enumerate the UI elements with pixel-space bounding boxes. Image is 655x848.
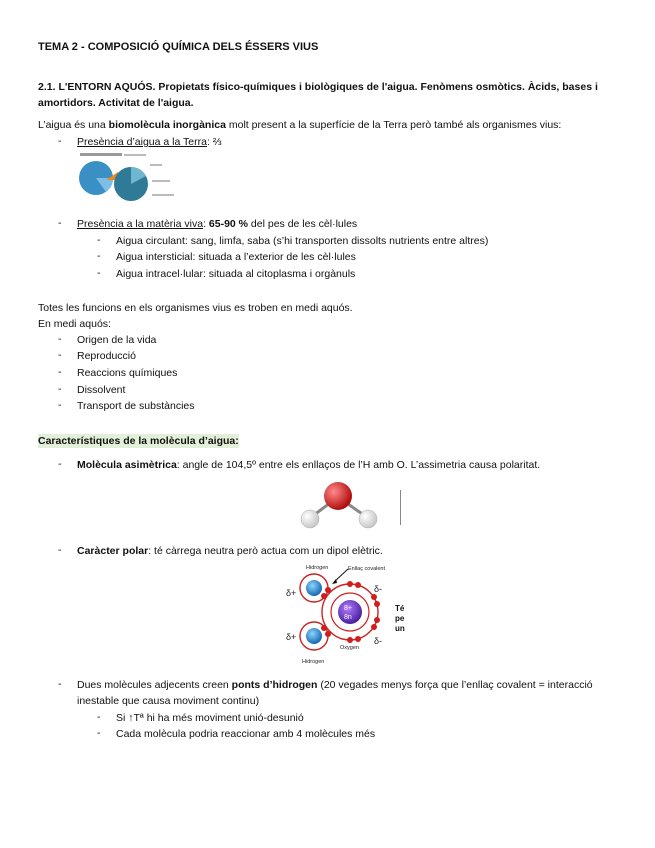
water-molecule-image: [288, 480, 406, 530]
page-title: TEMA 2 - COMPOSICIÓ QUÍMICA DELS ÉSSERS VIUS: [38, 41, 319, 53]
covalent-bond-label: Enllaç covalent: [348, 566, 385, 572]
bullet-dash: -: [58, 544, 62, 556]
functions-line2: En medi aquós:: [38, 318, 111, 330]
bullet-matter-colon: :: [203, 218, 209, 230]
delta-minus-top: δ-: [374, 584, 383, 594]
section-number: 2.1.: [38, 81, 56, 93]
hbonds-bold: ponts d’hidrogen: [231, 679, 318, 691]
sub-bullet-item: Si ↑Tª hi ha més moviment unió-desunió: [116, 712, 304, 724]
intro-post: molt present a la superfície de la Terra però també als organismes vius:: [225, 119, 562, 131]
bullet-dash: -: [58, 333, 62, 345]
intro-pre: L’aigua és una: [38, 119, 109, 131]
section-heading-line1: [38, 80, 598, 94]
sub-bullet-dash: -: [97, 711, 101, 723]
bullet-dash: -: [58, 217, 62, 229]
delta-plus-bottom: δ+: [286, 632, 297, 642]
list-item: Reproducció: [77, 350, 136, 362]
bullet-matter-bold: 65-90 %: [208, 218, 249, 230]
delta-minus-bottom: δ-: [374, 636, 383, 646]
intro-paragraph: [38, 118, 561, 132]
bullet-dash: -: [58, 366, 62, 378]
section-heading-line2: amortidors. Activitat de l'aigua.: [38, 97, 194, 109]
nucleus-neutrons: 8n: [344, 614, 352, 621]
bullet-polar: [77, 544, 383, 558]
dipole-side-note: Tépeun: [395, 604, 405, 633]
oxygen-label: Oxygen: [340, 645, 359, 651]
sub-bullet-dash: -: [97, 727, 101, 739]
sub-bullet-item: Aigua intracel·lular: situada al citoplasma i orgànuls: [116, 268, 356, 280]
earth-water-pie-image: [76, 150, 178, 208]
sub-bullet-item: Cada molècula podria reaccionar amb 4 molècules més: [116, 728, 376, 740]
list-item: Origen de la vida: [77, 334, 157, 346]
asym-post: : angle de 104,5º entre els enllaços de l’H amb O. L’assimetria causa polaritat.: [176, 459, 541, 471]
functions-line1: Totes les funcions en els organismes vius es troben en medi aquós.: [38, 302, 353, 314]
sub-bullet-dash: -: [97, 234, 101, 246]
sub-bullet-dash: -: [97, 250, 101, 262]
bullet-matter: [77, 217, 357, 231]
bullet-dash: -: [58, 458, 62, 470]
bullet-dash: -: [58, 678, 62, 690]
bullet-earth: [77, 135, 222, 149]
hydrogen-bottom-label: Hidrogen: [302, 659, 325, 665]
hbonds-line2: inestable que causa moviment continu): [77, 695, 260, 707]
water-dipole-diagram: [284, 562, 408, 668]
bullet-asymmetric: [77, 458, 540, 472]
list-item: Reaccions químiques: [77, 367, 178, 379]
nucleus-protons: 8+: [344, 605, 352, 612]
sub-bullet-item: Aigua intersticial: situada a l’exterior de les cèl·lules: [116, 251, 356, 263]
polar-bold: Caràcter polar: [77, 545, 149, 557]
sub-bullet-item: Aigua circulant: sang, limfa, saba (s’hi transporten dissolts nutrients entre altres): [116, 235, 489, 247]
hbonds-pre: Dues molècules adjecents creen: [77, 679, 232, 691]
bullet-matter-post: del pes de les cèl·lules: [248, 218, 358, 230]
bullet-dash: -: [58, 349, 62, 361]
bullet-dash: -: [58, 135, 62, 147]
intro-bold: biomolècula inorgànica: [108, 119, 226, 131]
list-item: Dissolvent: [77, 384, 126, 396]
characteristics-heading: Característiques de la molècula d’aigua:: [38, 435, 239, 447]
bullet-earth-value: : ⅔: [206, 136, 222, 148]
bullet-dash: -: [58, 399, 62, 411]
sub-bullet-dash: -: [97, 267, 101, 279]
list-item: Transport de substàncies: [77, 400, 195, 412]
bullet-earth-label: Presència d’aigua a la Terra: [77, 136, 207, 148]
hydrogen-top-label: Hidrogen: [306, 565, 329, 571]
bullet-hbonds: [77, 678, 593, 692]
polar-post: : té càrrega neutra però actua com un dipol elètric.: [148, 545, 383, 557]
asym-bold: Molècula asimètrica: [77, 459, 177, 471]
bullet-dash: -: [58, 383, 62, 395]
section-heading-text: L'ENTORN AQUÓS. Propietats físico-químiques i biològiques de l'aigua. Fenòmens osmòtics. Àcids, bases i: [58, 81, 598, 93]
hbonds-post: (20 vegades menys força que l’enllaç covalent = interacció: [317, 679, 593, 691]
delta-plus-top: δ+: [286, 588, 297, 598]
bullet-matter-label: Presència a la matèria viva: [77, 218, 204, 230]
